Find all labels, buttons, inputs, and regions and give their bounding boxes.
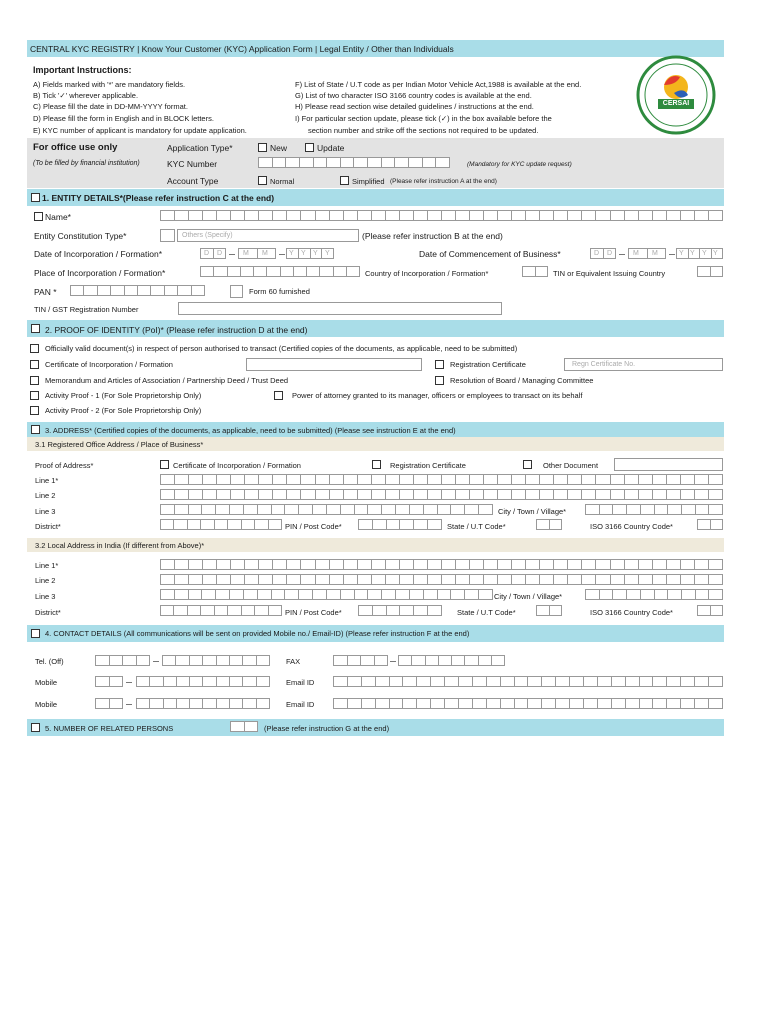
form-title: CENTRAL KYC REGISTRY | Know Your Customer (KYC) Application Form | Legal Entity / Other than Individuals bbox=[30, 44, 454, 54]
instruction-i-cont: section number and strike off the sections not required to be updated. bbox=[308, 126, 539, 135]
reg-state-field[interactable] bbox=[536, 519, 562, 530]
date-ph-d1: D bbox=[594, 250, 600, 257]
local-city-label: City / Town / Village* bbox=[494, 592, 563, 601]
mobile-1-label: Mobile bbox=[35, 678, 58, 687]
poi-incorporation-checkbox[interactable] bbox=[30, 360, 39, 369]
account-type-simplified-label: Simplified bbox=[352, 177, 385, 186]
incorporation-country-field[interactable] bbox=[522, 266, 548, 277]
date-ph-y2: Y bbox=[690, 250, 695, 257]
email-2-field[interactable] bbox=[333, 698, 723, 709]
reg-line2-label: Line 2 bbox=[35, 491, 56, 500]
local-state-label: State / U.T Code* bbox=[457, 608, 516, 617]
poa-incorporation-label: Certificate of Incorporation / Formation bbox=[173, 461, 301, 470]
poi-activity1-checkbox[interactable] bbox=[30, 391, 39, 400]
pan-label: PAN * bbox=[34, 287, 57, 297]
poi-poa-checkbox[interactable] bbox=[274, 391, 283, 400]
kyc-number-note: (Mandatory for KYC update request) bbox=[467, 161, 572, 168]
date-separator bbox=[619, 254, 625, 255]
application-type-update-checkbox[interactable] bbox=[305, 143, 314, 152]
reg-line1-label: Line 1* bbox=[35, 476, 59, 485]
account-type-normal-checkbox[interactable] bbox=[258, 176, 267, 185]
commencement-date-label: Date of Commencement of Business* bbox=[419, 249, 561, 259]
reg-city-label: City / Town / Village* bbox=[498, 507, 567, 516]
reg-line3-field[interactable] bbox=[160, 504, 493, 515]
cersai-logo-text: CERSAI bbox=[662, 100, 690, 107]
reg-iso-label: ISO 3166 Country Code* bbox=[590, 522, 673, 531]
instruction-d: D) Please fill the form in English and in BLOCK letters. bbox=[33, 114, 214, 123]
poi-registration-checkbox[interactable] bbox=[435, 360, 444, 369]
instruction-a: A) Fields marked with '*' are mandatory fields. bbox=[33, 80, 186, 89]
poi-incorporation-field[interactable] bbox=[246, 358, 422, 371]
section-5-title: 5. NUMBER OF RELATED PERSONS bbox=[45, 724, 174, 733]
account-type-simplified-note: (Please refer instruction A at the end) bbox=[390, 178, 497, 185]
registration-number-placeholder: Regn Certificate No. bbox=[572, 361, 636, 368]
reg-iso-field[interactable] bbox=[697, 519, 723, 530]
incorporation-place-field[interactable] bbox=[200, 266, 360, 277]
section-1-title: 1. ENTITY DETAILS*(Please refer instruction C at the end) bbox=[42, 193, 275, 203]
local-line1-label: Line 1* bbox=[35, 561, 59, 570]
date-ph-y3: Y bbox=[702, 250, 707, 257]
poi-poa-label: Power of attorney granted to its manager, officers or employees to transact on its behalf bbox=[292, 391, 583, 400]
form60-label: Form 60 furnished bbox=[249, 287, 310, 296]
mobile-1-number-field[interactable] bbox=[136, 676, 270, 687]
phone-separator bbox=[126, 682, 132, 683]
fax-number-field[interactable] bbox=[398, 655, 505, 666]
account-type-simplified-checkbox[interactable] bbox=[340, 176, 349, 185]
kyc-number-field[interactable] bbox=[258, 157, 450, 168]
fax-label: FAX bbox=[286, 657, 301, 666]
constitution-type-label: Entity Constitution Type* bbox=[34, 231, 127, 241]
date-separator bbox=[669, 254, 675, 255]
reg-line3-label: Line 3 bbox=[35, 507, 56, 516]
section-2-update-checkbox[interactable] bbox=[31, 324, 40, 333]
email-1-field[interactable] bbox=[333, 676, 723, 687]
name-label: Name* bbox=[45, 212, 71, 222]
local-district-field[interactable] bbox=[160, 605, 282, 616]
tel-office-label: Tel. (Off) bbox=[35, 657, 64, 666]
section-3-update-checkbox[interactable] bbox=[31, 425, 40, 434]
date-ph-y1: Y bbox=[679, 250, 684, 257]
date-ph-d1: D bbox=[204, 250, 210, 257]
date-separator bbox=[229, 254, 235, 255]
section-5-note: (Please refer instruction G at the end) bbox=[264, 724, 390, 733]
mobile-1-code-field[interactable] bbox=[95, 676, 123, 687]
fax-std-field[interactable] bbox=[333, 655, 388, 666]
instructions-heading: Important Instructions: bbox=[33, 65, 132, 75]
date-ph-m1: M bbox=[243, 250, 249, 257]
section-3-title: 3. ADDRESS* (Certified copies of the documents, as applicable, need to be submitted) (Please see instruction E at the end) bbox=[45, 426, 456, 435]
poi-activity2-checkbox[interactable] bbox=[30, 406, 39, 415]
email-1-label: Email ID bbox=[286, 678, 315, 687]
tin-gst-label: TIN / GST Registration Number bbox=[34, 305, 139, 314]
local-line3-label: Line 3 bbox=[35, 592, 56, 601]
section-2-title: 2. PROOF OF IDENTITY (PoI)* (Please refer instruction D at the end) bbox=[45, 325, 308, 335]
poa-other-checkbox[interactable] bbox=[523, 460, 532, 469]
reg-district-field[interactable] bbox=[160, 519, 282, 530]
incorporation-date-label: Date of Incorporation / Formation* bbox=[34, 249, 163, 259]
date-separator bbox=[279, 254, 285, 255]
poi-activity2-label: Activity Proof - 2 (For Sole Proprietorship Only) bbox=[45, 406, 202, 415]
name-checkbox[interactable] bbox=[34, 212, 43, 221]
tin-country-field[interactable] bbox=[697, 266, 723, 277]
instruction-e: E) KYC number of applicant is mandatory for update application. bbox=[33, 126, 247, 135]
local-line3-field[interactable] bbox=[160, 589, 493, 600]
poa-registration-label: Registration Certificate bbox=[390, 461, 466, 470]
reg-line2-field[interactable] bbox=[160, 489, 723, 500]
proof-of-address-label: Proof of Address* bbox=[35, 461, 94, 470]
date-ph-y3: Y bbox=[313, 250, 318, 257]
section-4-update-checkbox[interactable] bbox=[31, 629, 40, 638]
mobile-2-label: Mobile bbox=[35, 700, 58, 709]
registered-address-title: 3.1 Registered Office Address / Place of Business* bbox=[35, 440, 204, 449]
instruction-h: H) Please read section wise detailed guidelines / instructions at the end. bbox=[295, 102, 534, 111]
local-city-field[interactable] bbox=[585, 589, 723, 600]
poi-ovd-checkbox[interactable] bbox=[30, 344, 39, 353]
reg-state-label: State / U.T Code* bbox=[447, 522, 506, 531]
local-line2-field[interactable] bbox=[160, 574, 723, 585]
poi-resolution-checkbox[interactable] bbox=[435, 376, 444, 385]
local-pin-field[interactable] bbox=[358, 605, 442, 616]
application-type-new-checkbox[interactable] bbox=[258, 143, 267, 152]
application-type-label: Application Type* bbox=[167, 143, 233, 153]
local-iso-label: ISO 3166 Country Code* bbox=[590, 608, 673, 617]
poi-resolution-label: Resolution of Board / Managing Committee bbox=[450, 376, 594, 385]
tel-number-field[interactable] bbox=[162, 655, 270, 666]
section-5-update-checkbox[interactable] bbox=[31, 723, 40, 732]
poa-incorporation-checkbox[interactable] bbox=[160, 460, 169, 469]
poi-moa-checkbox[interactable] bbox=[30, 376, 39, 385]
email-2-label: Email ID bbox=[286, 700, 315, 709]
phone-separator bbox=[390, 661, 396, 662]
date-ph-y4: Y bbox=[713, 250, 718, 257]
local-line1-field[interactable] bbox=[160, 559, 723, 570]
account-type-normal-label: Normal bbox=[270, 177, 295, 186]
section-1-update-checkbox[interactable] bbox=[31, 193, 40, 202]
phone-separator bbox=[153, 661, 159, 662]
application-type-new-label: New bbox=[270, 143, 288, 153]
instruction-f: F) List of State / U.T code as per Indian Motor Vehicle Act,1988 is available at the end. bbox=[295, 80, 582, 89]
local-state-field[interactable] bbox=[536, 605, 562, 616]
poa-registration-checkbox[interactable] bbox=[372, 460, 381, 469]
reg-city-field[interactable] bbox=[585, 504, 723, 515]
local-district-label: District* bbox=[35, 608, 61, 617]
date-ph-y2: Y bbox=[301, 250, 306, 257]
date-ph-d2: D bbox=[607, 250, 613, 257]
local-iso-field[interactable] bbox=[697, 605, 723, 616]
poi-registration-label: Registration Certificate bbox=[450, 360, 526, 369]
reg-line1-field[interactable] bbox=[160, 474, 723, 485]
date-ph-m2: M bbox=[262, 250, 268, 257]
reg-pin-label: PIN / Post Code* bbox=[285, 522, 342, 531]
constitution-type-note: (Please refer instruction B at the end) bbox=[362, 231, 503, 241]
form60-checkbox[interactable] bbox=[230, 285, 243, 298]
name-field[interactable] bbox=[160, 210, 723, 221]
phone-separator bbox=[126, 704, 132, 705]
tel-std-field[interactable] bbox=[95, 655, 150, 666]
poi-incorporation-label: Certificate of Incorporation / Formation bbox=[45, 360, 173, 369]
application-type-update-label: Update bbox=[317, 143, 345, 153]
date-ph-m1: M bbox=[633, 250, 639, 257]
related-persons-count-field[interactable] bbox=[230, 721, 258, 732]
date-ph-y4: Y bbox=[325, 250, 330, 257]
date-ph-m2: M bbox=[652, 250, 658, 257]
reg-district-label: District* bbox=[35, 522, 61, 531]
mobile-2-number-field[interactable] bbox=[136, 698, 270, 709]
cersai-logo bbox=[636, 55, 716, 135]
reg-pin-field[interactable] bbox=[358, 519, 442, 530]
mobile-2-code-field[interactable] bbox=[95, 698, 123, 709]
date-ph-d2: D bbox=[217, 250, 223, 257]
local-pin-label: PIN / Post Code* bbox=[285, 608, 342, 617]
instruction-i: I) For particular section update, please tick (✓) in the box available before the bbox=[295, 114, 552, 123]
incorporation-country-label: Country of Incorporation / Formation* bbox=[365, 269, 489, 278]
local-address-title: 3.2 Local Address in India (If different from Above)* bbox=[35, 541, 205, 550]
local-line2-label: Line 2 bbox=[35, 576, 56, 585]
poi-moa-label: Memorandum and Articles of Association / Partnership Deed / Trust Deed bbox=[45, 376, 289, 385]
instruction-g: G) List of two character ISO 3166 country codes is available at the end. bbox=[295, 91, 532, 100]
kyc-number-label: KYC Number bbox=[167, 159, 218, 169]
office-use-title: For office use only bbox=[33, 142, 118, 153]
pan-field[interactable] bbox=[70, 285, 205, 296]
poi-activity1-label: Activity Proof - 1 (For Sole Proprietorship Only) bbox=[45, 391, 202, 400]
poa-other-label: Other Document bbox=[543, 461, 599, 470]
poa-other-field[interactable] bbox=[614, 458, 723, 471]
section-4-title: 4. CONTACT DETAILS (All communications will be sent on provided Mobile no./ Email-ID) (Please refer instruction F at the end) bbox=[45, 629, 470, 638]
constitution-others-placeholder: Others (Specify) bbox=[182, 232, 233, 239]
account-type-label: Account Type bbox=[167, 176, 219, 186]
tin-country-label: TIN or Equivalent Issuing Country bbox=[553, 269, 666, 278]
date-ph-y1: Y bbox=[289, 250, 294, 257]
instruction-c: C) Please fill the date in DD-MM-YYYY format. bbox=[33, 102, 188, 111]
tin-gst-field[interactable] bbox=[178, 302, 502, 315]
poi-ovd-label: Officially valid document(s) in respect of person authorised to transact (Certified copies of the documents, as applicable, need to be submitted) bbox=[45, 344, 518, 353]
office-use-subtitle: (To be filled by financial institution) bbox=[33, 160, 140, 167]
incorporation-place-label: Place of Incorporation / Formation* bbox=[34, 268, 166, 278]
instruction-b: B) Tick '✓' wherever applicable. bbox=[33, 91, 139, 100]
constitution-type-code-field[interactable] bbox=[160, 229, 175, 242]
